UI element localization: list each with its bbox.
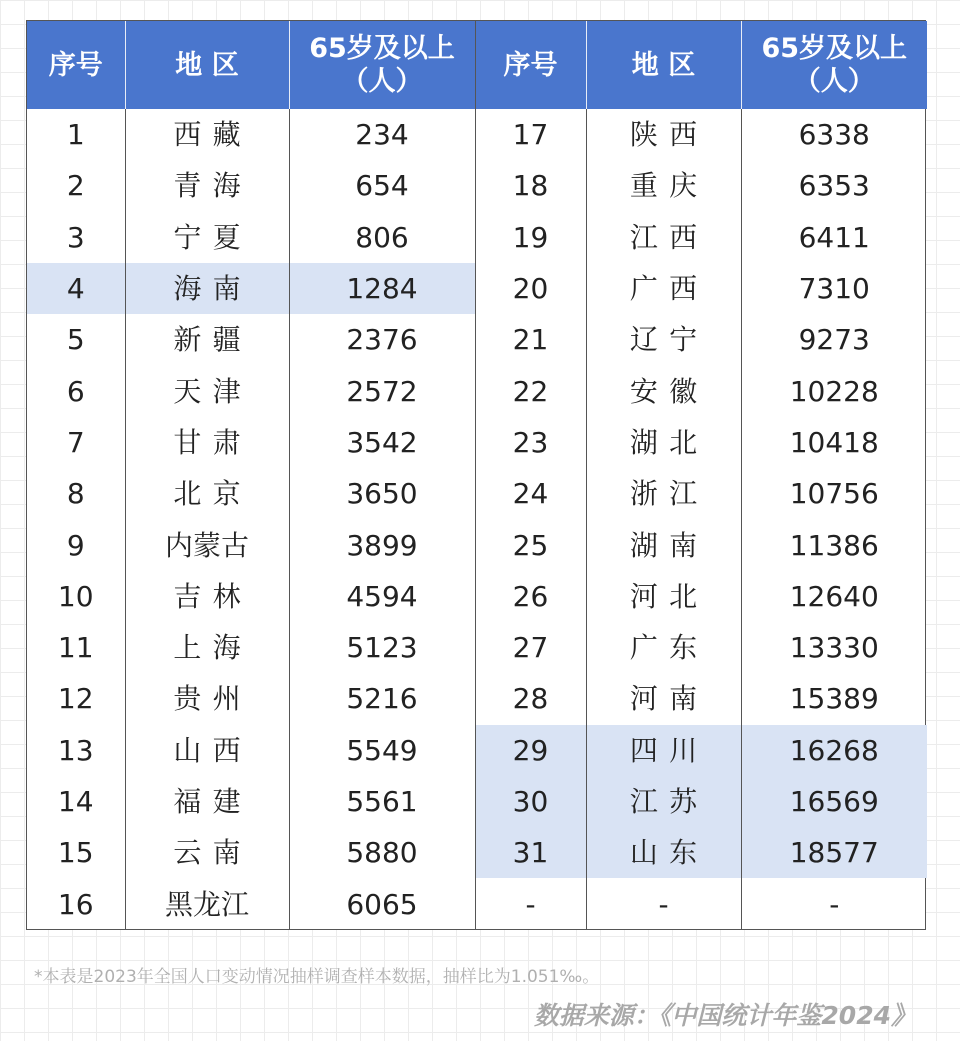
right-region-cell: 浙江 xyxy=(586,468,741,519)
left-seq-cell: 7 xyxy=(66,425,85,459)
header-region-right: 地 区 xyxy=(586,21,741,109)
population-table xyxy=(27,21,927,930)
left-value-cell: 5549 xyxy=(289,725,475,776)
right-value-cell: 11386 xyxy=(741,519,927,570)
left-value-cell: 4594 xyxy=(289,571,475,622)
header-value-right-line2: （人） xyxy=(793,66,875,97)
right-seq-cell: 25 xyxy=(475,519,586,570)
header-value-right-line1: 65岁及以上 xyxy=(761,33,908,64)
table-row xyxy=(27,878,927,929)
right-seq-cell: 27 xyxy=(475,622,586,673)
right-region-cell: 湖南 xyxy=(586,519,741,570)
left-seq-cell: 1 xyxy=(66,118,85,152)
footnote: *本表是2023年全国人口变动情况抽样调查样本数据，抽样比为1.051‰。 xyxy=(34,967,600,987)
right-region-cell: 广西 xyxy=(586,263,741,314)
header-seq-right: 序号 xyxy=(475,21,586,109)
header-value-right xyxy=(741,21,927,109)
left-seq-cell: 15 xyxy=(57,836,94,870)
table-body xyxy=(27,109,927,930)
left-region-cell: 福建 xyxy=(125,776,289,827)
right-region-cell: 广东 xyxy=(586,622,741,673)
right-seq-cell: 24 xyxy=(475,468,586,519)
table-row xyxy=(27,417,927,468)
right-region-cell: 重庆 xyxy=(586,160,741,211)
table-row xyxy=(27,263,927,314)
left-region-cell: 青海 xyxy=(125,160,289,211)
header-value-line2: （人） xyxy=(341,66,423,97)
right-value-cell: 12640 xyxy=(741,571,927,622)
right-seq-cell: 30 xyxy=(475,776,586,827)
left-value-cell: 6065 xyxy=(289,878,475,929)
left-seq-cell: 11 xyxy=(57,631,94,665)
left-value-cell: 2376 xyxy=(289,314,475,365)
right-value-cell: 16268 xyxy=(741,725,927,776)
right-value-cell: 9273 xyxy=(741,314,927,365)
right-seq-cell: 26 xyxy=(475,571,586,622)
table-header-row xyxy=(27,21,927,109)
right-region-cell: 四川 xyxy=(586,725,741,776)
right-seq-cell: 18 xyxy=(475,160,586,211)
left-region-cell: 上海 xyxy=(125,622,289,673)
left-seq-cell: 3 xyxy=(66,220,85,254)
right-seq-cell: 23 xyxy=(475,417,586,468)
left-region-cell: 海南 xyxy=(125,263,289,314)
left-region-cell: 甘肃 xyxy=(125,417,289,468)
table-row xyxy=(27,212,927,263)
right-value-cell: 13330 xyxy=(741,622,927,673)
right-seq-cell: - xyxy=(475,878,586,929)
left-region-cell: 新疆 xyxy=(125,314,289,365)
table-row xyxy=(27,109,927,160)
left-seq-cell: 4 xyxy=(27,263,125,314)
table-row xyxy=(27,160,927,211)
table-row xyxy=(27,673,927,724)
left-region-cell: 云南 xyxy=(125,827,289,878)
left-seq-cell: 8 xyxy=(66,477,85,511)
left-region-cell: 天津 xyxy=(125,365,289,416)
left-seq-cell: 5 xyxy=(66,323,85,357)
table-row xyxy=(27,468,927,519)
right-value-cell: 10418 xyxy=(741,417,927,468)
right-value-cell: 10756 xyxy=(741,468,927,519)
left-seq-cell: 9 xyxy=(66,528,85,562)
left-region-cell: 贵州 xyxy=(125,673,289,724)
right-region-cell: 辽宁 xyxy=(586,314,741,365)
left-value-cell: 5216 xyxy=(289,673,475,724)
right-region-cell: 安徽 xyxy=(586,365,741,416)
left-value-cell: 1284 xyxy=(289,263,475,314)
left-value-cell: 3542 xyxy=(289,417,475,468)
right-region-cell: 江苏 xyxy=(586,776,741,827)
header-region: 地 区 xyxy=(125,21,289,109)
left-seq-cell: 13 xyxy=(57,733,94,767)
right-seq-cell: 29 xyxy=(475,725,586,776)
left-region-cell: 西藏 xyxy=(125,109,289,160)
right-value-cell: - xyxy=(741,878,927,929)
right-region-cell: 河南 xyxy=(586,673,741,724)
right-value-cell: 16569 xyxy=(741,776,927,827)
right-value-cell: 7310 xyxy=(741,263,927,314)
right-value-cell: 6338 xyxy=(741,109,927,160)
table-row xyxy=(27,622,927,673)
left-value-cell: 3650 xyxy=(289,468,475,519)
left-seq-cell: 12 xyxy=(57,682,94,716)
right-value-cell: 10228 xyxy=(741,365,927,416)
data-source: 数据来源：《中国统计年鉴2024》 xyxy=(533,1001,916,1030)
right-value-cell: 15389 xyxy=(741,673,927,724)
header-seq: 序号 xyxy=(27,21,125,109)
left-region-cell: 山西 xyxy=(125,725,289,776)
header-value-line1: 65岁及以上 xyxy=(309,33,455,64)
right-seq-cell: 17 xyxy=(475,109,586,160)
left-value-cell: 3899 xyxy=(289,519,475,570)
left-value-cell: 654 xyxy=(289,160,475,211)
left-value-cell: 234 xyxy=(289,109,475,160)
left-seq-cell: 16 xyxy=(57,887,94,921)
table-row xyxy=(27,776,927,827)
right-region-cell: 河北 xyxy=(586,571,741,622)
left-region-cell: 黑龙江 xyxy=(125,878,289,929)
right-seq-cell: 20 xyxy=(475,263,586,314)
right-region-cell: 山东 xyxy=(586,827,741,878)
right-region-cell: 湖北 xyxy=(586,417,741,468)
right-value-cell: 6411 xyxy=(741,212,927,263)
left-region-cell: 吉林 xyxy=(125,571,289,622)
right-seq-cell: 28 xyxy=(475,673,586,724)
left-region-cell: 北京 xyxy=(125,468,289,519)
left-seq-cell: 6 xyxy=(66,374,85,408)
right-value-cell: 18577 xyxy=(741,827,927,878)
left-value-cell: 806 xyxy=(289,212,475,263)
left-value-cell: 5561 xyxy=(289,776,475,827)
left-value-cell: 5880 xyxy=(289,827,475,878)
data-table-panel xyxy=(26,20,926,930)
right-region-cell: 陕西 xyxy=(586,109,741,160)
table-row xyxy=(27,314,927,365)
left-seq-cell: 2 xyxy=(66,169,85,203)
left-value-cell: 5123 xyxy=(289,622,475,673)
table-row xyxy=(27,827,927,878)
right-region-cell: - xyxy=(586,878,741,929)
header-value xyxy=(289,21,475,109)
table-row xyxy=(27,365,927,416)
left-seq-cell: 14 xyxy=(57,785,94,818)
table-row xyxy=(27,571,927,622)
right-seq-cell: 21 xyxy=(475,314,586,365)
right-seq-cell: 22 xyxy=(475,365,586,416)
left-region-cell: 宁夏 xyxy=(125,212,289,263)
left-seq-cell: 10 xyxy=(57,579,94,613)
table-row xyxy=(27,519,927,570)
right-seq-cell: 19 xyxy=(475,212,586,263)
table-row xyxy=(27,725,927,776)
right-value-cell: 6353 xyxy=(741,160,927,211)
left-region-cell: 内蒙古 xyxy=(125,519,289,570)
right-region-cell: 江西 xyxy=(586,212,741,263)
right-seq-cell: 31 xyxy=(475,827,586,878)
left-value-cell: 2572 xyxy=(289,365,475,416)
